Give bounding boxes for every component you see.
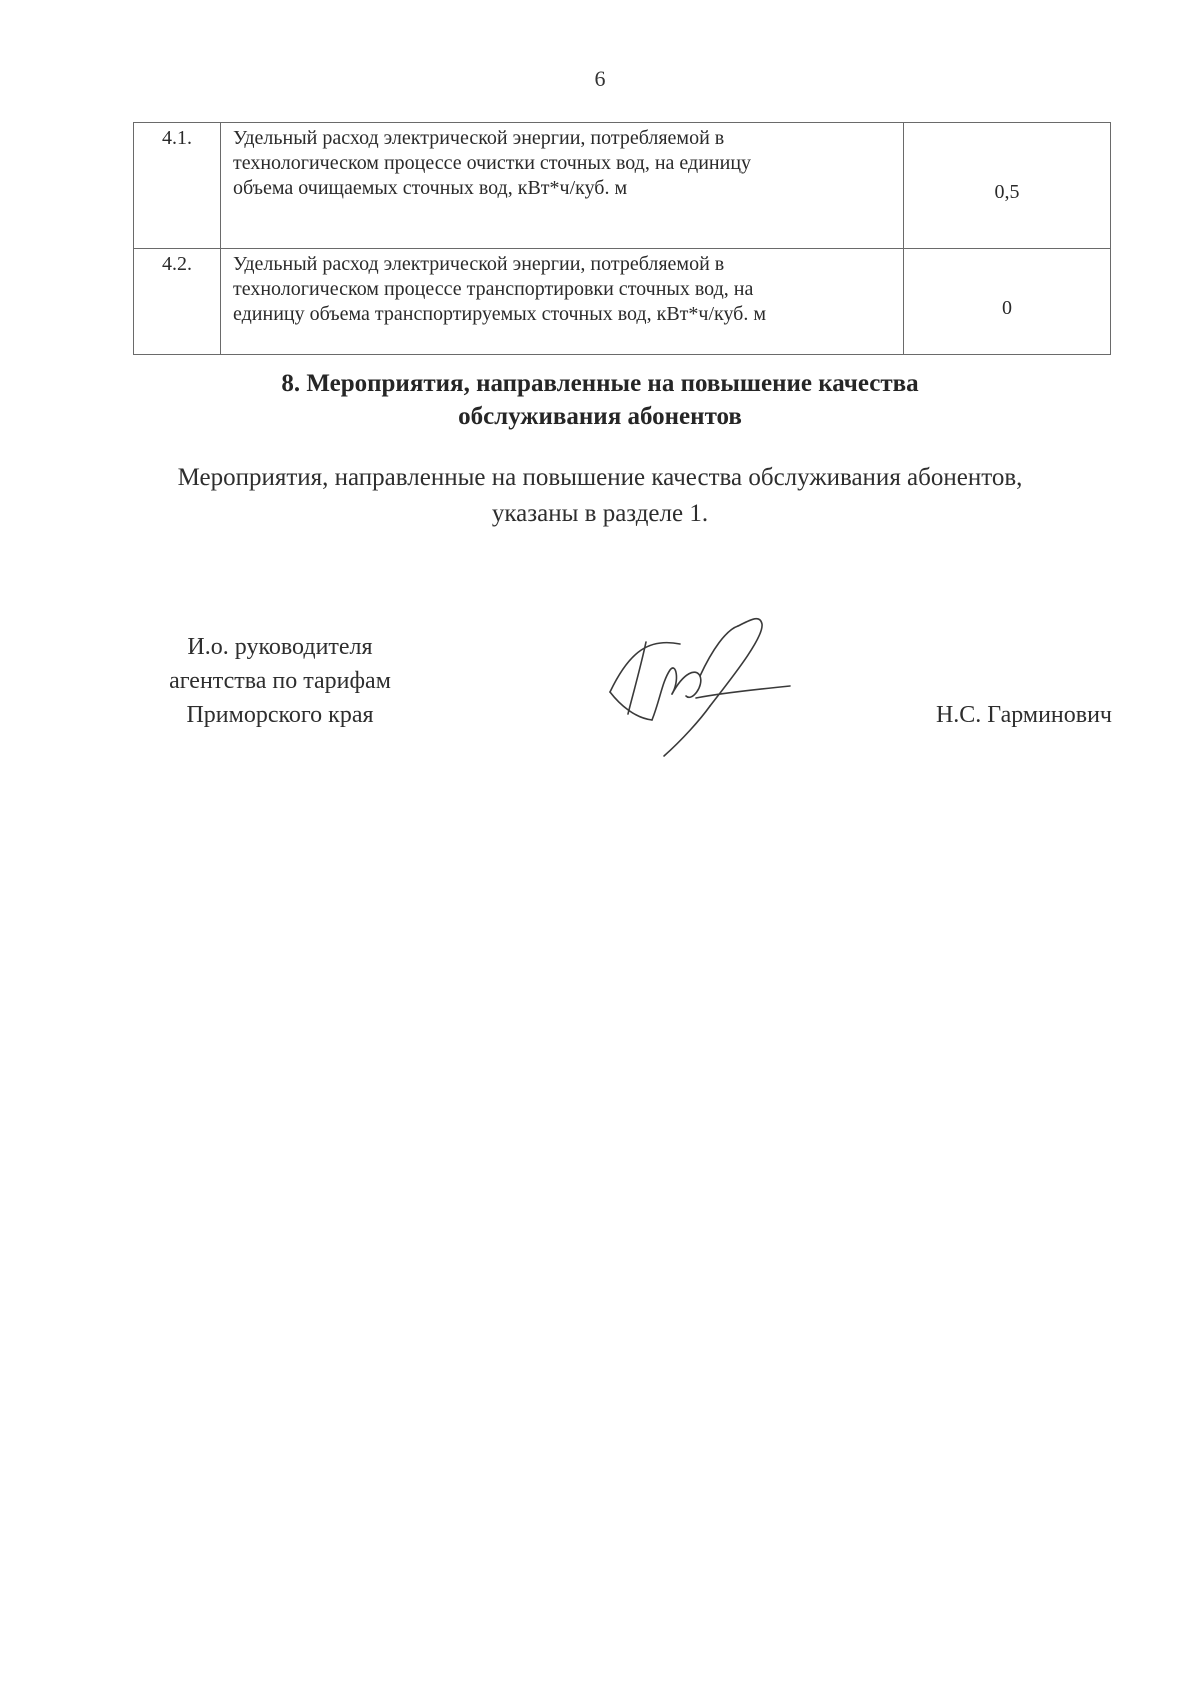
signer-name: Н.С. Гарминович — [935, 702, 1112, 728]
section-heading-line: обслуживания абонентов — [458, 403, 742, 430]
handwritten-signature — [600, 610, 840, 760]
description-line: единицу объема транспортируемых сточных вод, кВт*ч/куб. м — [233, 303, 767, 325]
table-row — [134, 123, 1111, 249]
row-number-cell: 4.2. — [134, 249, 221, 355]
description-line: технологическом процессе транспортировки сточных вод, на — [233, 278, 754, 300]
row-value-cell: 0,5 — [904, 123, 1111, 249]
section-body-line: Мероприятия, направленные на повышение качества обслуживания абонентов, — [177, 464, 1023, 491]
description-line: технологическом процессе очистки сточных вод, на единицу — [233, 152, 752, 174]
signer-title-line: Приморского края — [186, 702, 374, 728]
section-heading — [0, 367, 1200, 433]
section-body-line: указаны в разделе 1. — [491, 500, 709, 527]
row-description-cell — [221, 123, 904, 249]
description-line: Удельный расход электрической энергии, потребляемой в — [233, 253, 725, 275]
signer-title — [130, 630, 430, 732]
indicators-table — [133, 122, 1111, 355]
description-line: объема очищаемых сточных вод, кВт*ч/куб. м — [233, 177, 628, 199]
row-number-cell: 4.1. — [134, 123, 221, 249]
table-row — [134, 249, 1111, 355]
row-description-cell — [221, 249, 904, 355]
section-body — [60, 460, 1140, 532]
signer-title-line: И.о. руководителя — [187, 634, 373, 660]
section-heading-line: 8. Мероприятия, направленные на повышение качества — [281, 370, 919, 397]
page-number: 6 — [594, 66, 606, 91]
signer-title-line: агентства по тарифам — [169, 668, 391, 694]
description-line: Удельный расход электрической энергии, потребляемой в — [233, 127, 725, 149]
row-value-cell: 0 — [904, 249, 1111, 355]
